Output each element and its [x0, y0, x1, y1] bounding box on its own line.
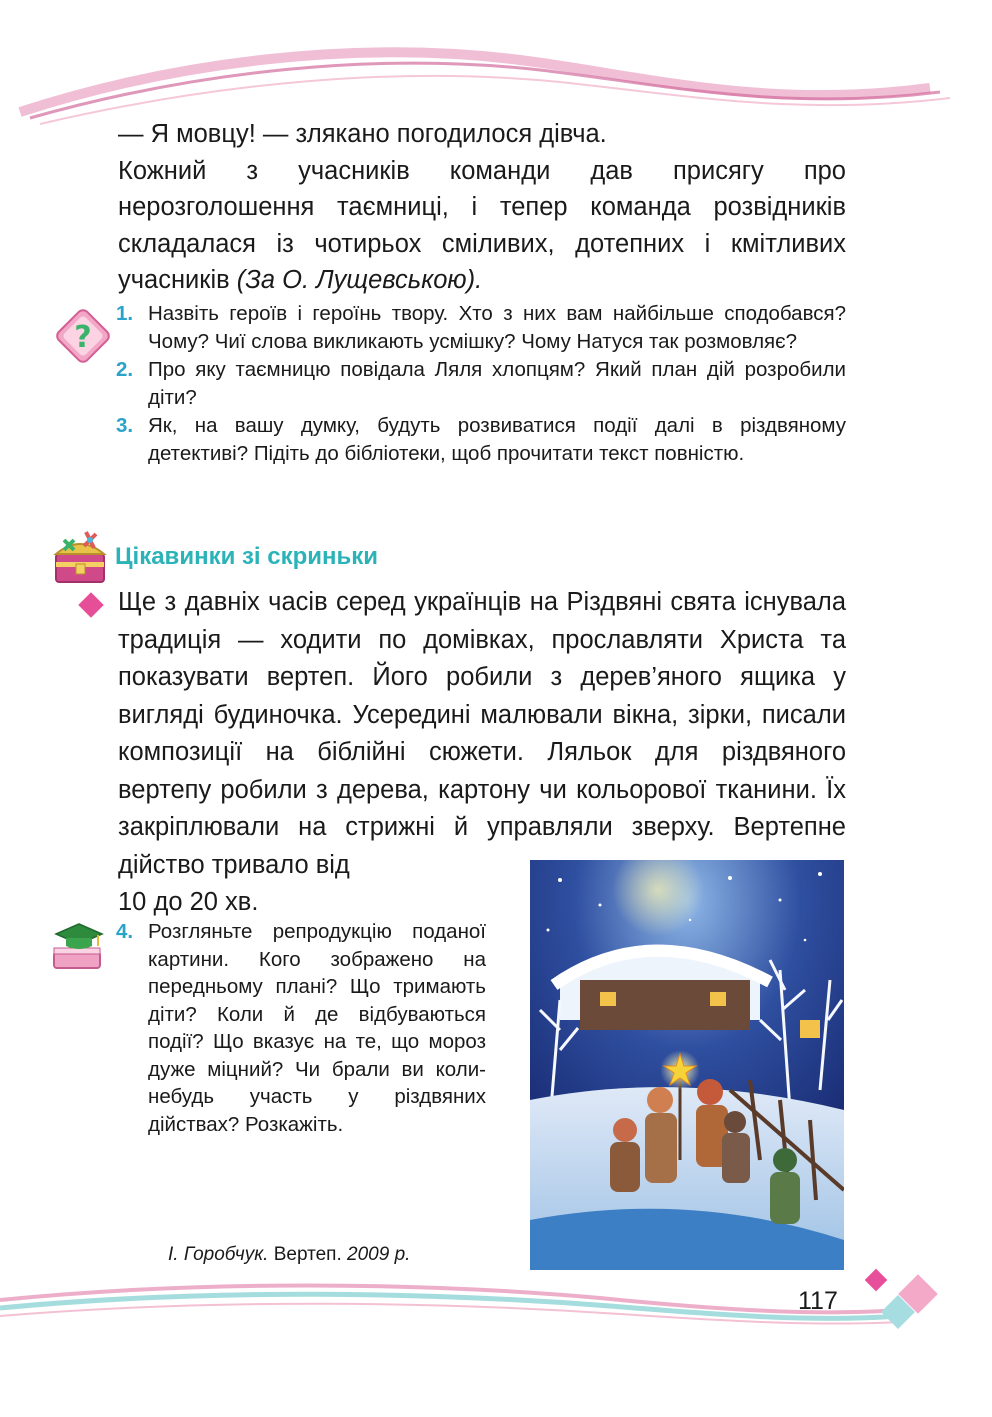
question-text: Як, на вашу думку, будуть розвиватися події далі в різдвяному детективі? Підіть до бібліотеки, щоб прочитати текст повністю.	[148, 414, 846, 465]
question-number: 2.	[116, 358, 134, 381]
task-text: Розгляньте репродукцію поданої картини. Кого зображено на передньому плані? Що тримають діти? Коли й де відбуваються події? Що вказує на те, що мороз дуже міцний? Чи брали ви коли-небудь участь у різдвяних дійствах? Розкажіть.	[148, 920, 486, 1136]
painting-nativity-carolers	[530, 860, 844, 1270]
question-item	[116, 300, 846, 356]
caption-author: І. Горобчук.	[168, 1244, 269, 1265]
caption-year: 2009 р.	[347, 1244, 411, 1265]
corner-diamonds-decoration	[860, 1266, 956, 1336]
diamond-bullet-icon	[78, 592, 103, 617]
story-source: (За О. Лущевською).	[236, 266, 483, 294]
section-title: Цікавинки зі скриньки	[115, 543, 379, 570]
story-text	[118, 116, 846, 299]
question-number: 1.	[116, 302, 134, 325]
question-item	[116, 356, 846, 412]
treasure-chest-icon	[50, 528, 112, 586]
questions-list	[116, 300, 846, 468]
bottom-wave-decoration	[0, 1270, 992, 1350]
fact-text: Ще з давніх часів серед українців на Різдвяні свята існувала традиція — ходити по домівках, прославляти Христа та показувати вертеп. Його робили з дерев’яного ящика у вигляді будиночка. Усередині малювали вікна, зірки, писали композиції на біблійні сюжети. Ляльок для різдвяного вертепу робили з дерева, картону чи кольорової тканини. Їх закріплювали на стрижні й управляли зверху. Вертепне дійство тривало від	[118, 588, 846, 879]
story-paragraph-2	[118, 153, 846, 299]
task-4	[116, 918, 486, 1138]
painting-caption	[168, 1244, 478, 1266]
question-item	[116, 412, 846, 468]
question-text: Назвіть героїв і героїнь твору. Хто з них вам найбільше сподобався? Чому? Чиї слова викликають усмішку? Чому Натуся так розмовляє?	[148, 302, 846, 353]
question-icon	[50, 303, 116, 369]
story-line-1: — Я мовцу! — злякано погодилося дівча.	[118, 120, 607, 148]
fact-text-end: 10 до 20 хв.	[118, 888, 259, 916]
question-text: Про яку таємницю повідала Ляля хлопцям? Який план дій розробили діти?	[148, 358, 846, 409]
question-number: 3.	[116, 414, 134, 437]
graduation-cap-icon	[48, 920, 110, 972]
page-number: 117	[798, 1287, 838, 1315]
svg-text:?: ?	[74, 320, 92, 355]
story-paragraph-2-text: Кожний з учасників команди дав присягу про нерозголошення таємниці, і тепер команда розвідників складалася із чотирьох сміливих, дотепних і кмітливих учасників	[118, 156, 846, 294]
caption-title: Вертеп.	[273, 1244, 342, 1265]
question-number: 4.	[116, 920, 134, 943]
